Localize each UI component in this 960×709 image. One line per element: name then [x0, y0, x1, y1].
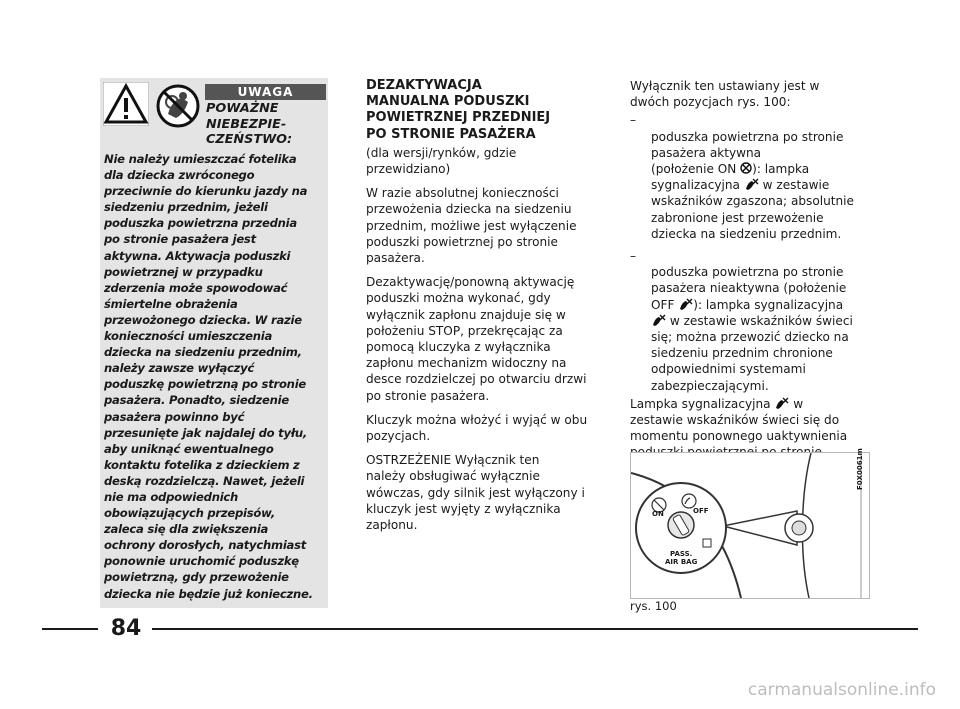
warning-label: UWAGA — [205, 84, 326, 100]
figure-code: F0X0061m — [856, 448, 864, 490]
paragraph-warning: OSTRZEŻENIE Wyłącznik ten należy obsługiwać wyłącznie wówczas, gdy silnik jest wyłączony i kluczyk jest wyjęty z wyłącznika zapłonu. — [366, 453, 585, 533]
page-number: 84 — [110, 616, 142, 641]
no-child-seat-airbag-icon — [156, 80, 200, 134]
switch-label-on: ON — [652, 510, 664, 518]
warning-heading: POWAŻNE NIEBEZPIE- CZEŃSTWO: — [206, 101, 293, 147]
airbag-switch-figure — [630, 448, 870, 599]
section-title: DEZAKTYWACJA MANUALNA PODUSZKI POWIETRZNEJ PRZEDNIEJ PO STRONIE PASAŻERA — [366, 78, 551, 142]
paragraph-procedure: Dezaktywację/ponowną aktywację poduszki można wykonać, gdy wyłącznik zapłonu znajduje się w położeniu STOP, przekręcając za pomocą kluczyka z wyłącznika zapłonu mechanizm widoczny na desce rozdzielczej po otwarciu drzwi po stronie pasażera. — [366, 275, 587, 403]
watermark: carmanualsonline.info — [747, 680, 936, 700]
switch-intro: Wyłącznik ten ustawiany jest w dwóch pozycjach rys. 100: — [630, 79, 820, 110]
figure-caption: rys. 100 — [630, 599, 677, 613]
airbag-on-icon — [740, 162, 752, 174]
paragraph-key: Kluczyk można włożyć i wyjąć w obu pozycjach. — [366, 412, 588, 444]
footer-rule-right — [152, 628, 918, 630]
airbag-off-warning-lamp-icon — [678, 298, 693, 310]
paragraph-necessity: W razie absolutnej konieczności przewożenia dziecka na siedzeniu przednim, możliwe jest wyłączenie poduszki powietrznej po stronie pasażera. — [366, 186, 577, 266]
middle-column — [366, 78, 598, 541]
right-column — [630, 78, 870, 485]
switch-label-pass-airbag: PASS. AIR BAG — [665, 550, 698, 566]
list-item-airbag-active: – poduszka powietrzna po stronie pasażera aktywna (położenie ON ): lampka sygnalizacyjna w zestawie wskaźników zgaszona; absolutnie zabronione jest przewożenie dziecka na siedzeniu przednim. — [630, 113, 854, 241]
lamp-note: Lampka sygnalizacyjna w zestawie wskaźników świeci się do momentu ponownego uaktywnienia — [630, 396, 848, 444]
list-dash: – — [630, 113, 637, 128]
list-dash: – — [630, 249, 637, 264]
airbag-off-warning-lamp-icon — [651, 314, 666, 326]
switch-label-off: OFF — [693, 507, 709, 515]
airbag-off-warning-lamp-icon — [744, 178, 759, 190]
footer-rule-left — [42, 628, 98, 630]
paragraph-scope: (dla wersji/rynków, gdzie przewidziano) — [366, 145, 517, 177]
warning-triangle-icon — [103, 82, 149, 126]
list-item-airbag-inactive: – poduszka powietrzna po stronie pasażera nieaktywna (położenie OFF ): lampka sygnalizacyjna w zestawie wskaźników świeci się; można przewozić dziecko na siedzeniu przednim chronione odpowiednimi systemami zabezpieczającymi. — [630, 249, 853, 393]
airbag-off-warning-lamp-icon — [774, 397, 789, 409]
warning-body-text: Nie należy umieszczać fotelika dla dziecka zwróconego przeciwnie do kierunku jazdy na siedzeniu przednim, jeżeli poduszka powietrzna przednia po stronie pasażera jest aktywna. Aktywacja poduszki powietrznej w przypadku zderzenia może spowodować śmiertelne obrażenia przewożonego dziecka. W razie konieczności umieszczenia dziecka na siedzeniu przednim, należy zawsze wyłączyć poduszkę powietrzną po stronie pasażera. Ponadto, siedzenie pasażera powinno być przesunięte jak najdalej do tyłu, aby uniknąć ewentualnego kontaktu fotelika z dzieckiem z deską rozdzielczą. Nawet, jeżeli nie ma odpowiednich obowiązujących przepisów, zaleca się dla zwiększenia ochrony dorosłych, natychmiast ponownie uruchomić poduszkę powietrzną, gdy przewożenie dziecka nie będzie już konieczne. — [104, 152, 313, 601]
